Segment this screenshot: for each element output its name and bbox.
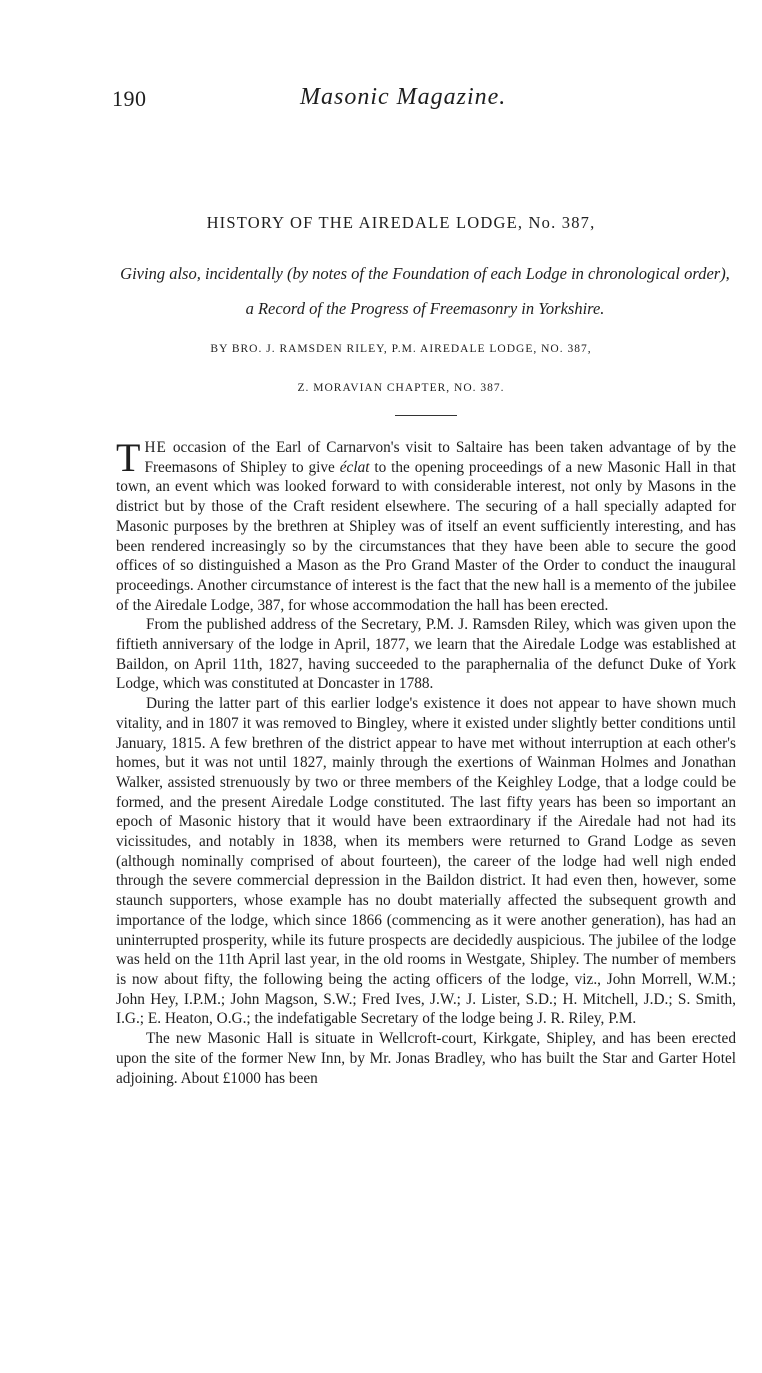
byline-chapter: Z. MORAVIAN CHAPTER, NO. 387. bbox=[297, 382, 505, 394]
article-title: HISTORY OF THE AIREDALE LODGE, No. 387, bbox=[206, 213, 596, 232]
paragraph-3: During the latter part of this earlier lodge's existence it does not appear to have shown much vitality, and in 1807 it was removed to Bingley, where it existed under slightly better conditions until January, 1815. A few brethren of the district appear to have met without interruption at each other's homes, but it was not until 1827, mainly through the exertions of Wainman Holmes and Jonathan Walker, assisted strenuously by two or three members of the Keighley Lodge, that a lodge could be formed, and the present Airedale Lodge constituted. The last fifty years has been so important an epoch of Masonic history that it would have been extraordinary if the Airedale had not had its vicissitudes, and notably in 1838, when its members were returned to Grand Lodge as seven (although nominally comprised of about fourteen), the career of the lodge had well nigh ended through the severe commercial depression in the Baildon district. It had even then, however, some staunch supporters, whose example has no doubt materially affected the subsequent growth and importance of the lodge, which since 1866 (commencing as it were another generation), has had an uninterrupted prosperity, while its future prospects are decidedly auspicious. The jubilee of the lodge was held on the 11th April last year, in the old rooms in Westgate, Shipley. The number of members is now about fifty, the following being the acting officers of the lodge, viz., John Morrell, W.M.; John Hey, I.P.M.; John Magson, S.W.; Fred Ives, J.W.; J. Lister, S.D.; H. Mitchell, J.D.; S. Smith, I.G.; E. Heaton, O.G.; the indefatigable Secretary of the lodge being J. R. Riley, P.M. bbox=[116, 695, 736, 1028]
page-number: 190 bbox=[112, 86, 147, 111]
paragraph-4: The new Masonic Hall is situate in Wellcroft-court, Kirkgate, Shipley, and has been erected upon the site of the former New Inn, by Mr. Jonas Bradley, who has built the Star and Garter Hotel adjoining. About £1000 has been bbox=[116, 1030, 736, 1087]
section-divider bbox=[395, 415, 457, 416]
running-head: Masonic Magazine. bbox=[300, 84, 507, 110]
lead-word: HE bbox=[144, 439, 167, 456]
paragraph-1 bbox=[116, 435, 736, 615]
paragraph-2: From the published address of the Secretary, P.M. J. Ramsden Riley, which was given upon the fiftieth anniversary of the lodge in April, 1877, we learn that the Airedale Lodge was established at Baildon, on April 11th, 1827, having succeeded to the paraphernalia of the defunct Duke of York Lodge, which was constituted at Doncaster in 1788. bbox=[116, 616, 736, 693]
paragraph-1-text-b: to the opening proceedings of a new Masonic Hall in that town, an event which was looked forward to with considerable interest, not only by Masons in the district but by those of the Craft resident elsewhere. The securing of a hall specially adapted for Masonic purposes by the brethren at Shipley was of itself an event sufficiently interesting, and has been rendered increasingly so by the circumstances that they have been able to secure the good offices of so distinguished a Mason as the Pro Grand Master of the Order to conduct the inaugural proceedings. Another circumstance of interest is the fact that the new hall is a memento of the jubilee of the Airedale Lodge, 387, for whose accommodation the hall has been erected. bbox=[116, 458, 736, 614]
byline-author: BY BRO. J. RAMSDEN RILEY, P.M. AIREDALE LODGE, NO. 387, bbox=[210, 343, 592, 355]
article-subtitle: Giving also, incidentally (by notes of the Foundation of each Lodge in chronological order), a Record of the Progress of Freemasonry in Yorkshire. bbox=[120, 264, 730, 318]
article-body bbox=[116, 435, 736, 1088]
eclat-word: éclat bbox=[339, 458, 370, 476]
dropcap-letter: T bbox=[116, 435, 141, 480]
paragraph-1-text-a: occasion of the Earl of Carnarvon's visit to Saltaire has been taken advantage of by the Freemasons of Shipley to give bbox=[144, 439, 736, 476]
